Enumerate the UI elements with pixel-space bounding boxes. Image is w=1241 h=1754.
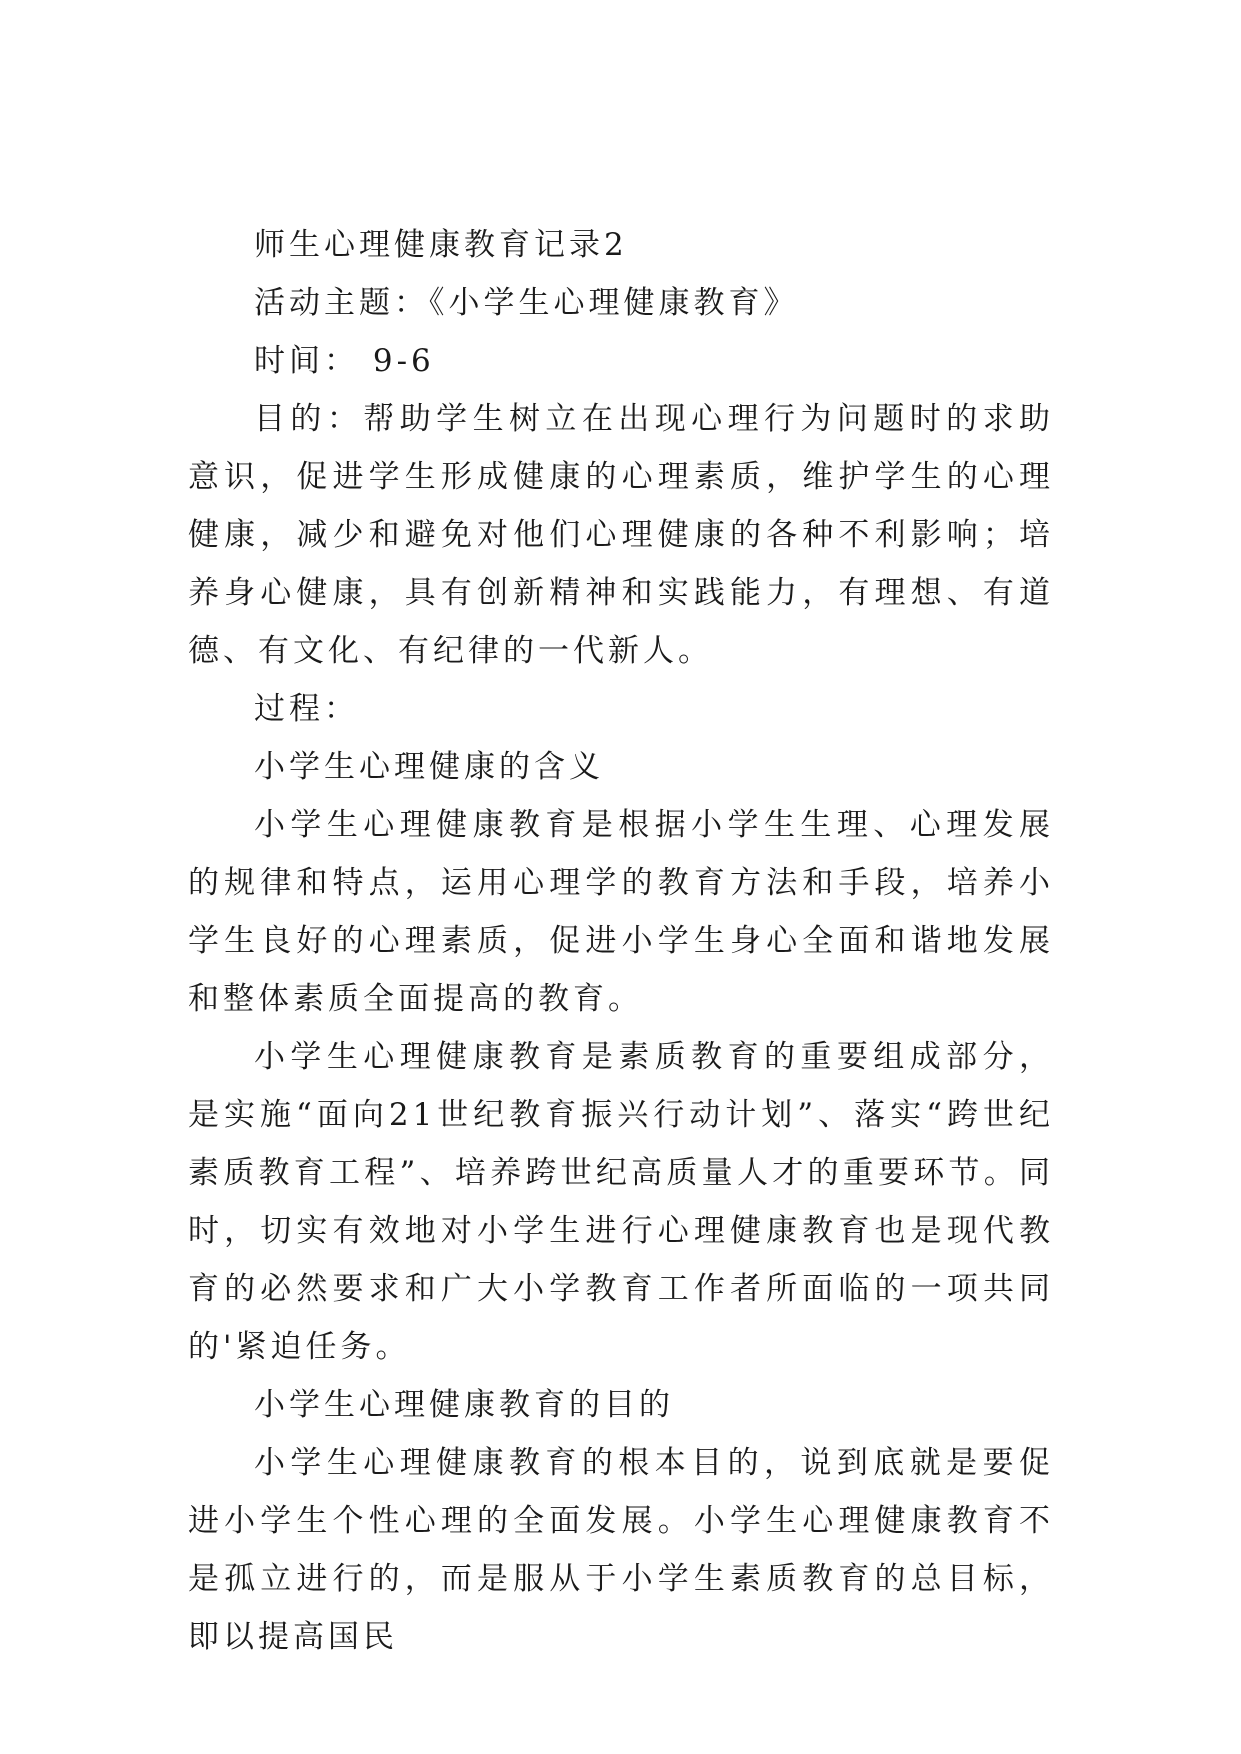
importance-paragraph: 小学生心理健康教育是素质教育的重要组成部分，是实施“面向21世纪教育振兴行动计划”、落实“跨世纪素质教育工程”、培养跨世纪高质量人才的重要环节。同时，切实有效地对小学生进行心理健康教育也是现代教育的必然要求和广大小学教育工作者所面临的一项共同的'紧迫任务。 [188,1039,1054,1365]
section-heading-goal: 小学生心理健康教育的目的 [254,1387,674,1423]
process-heading: 过程： [254,691,359,727]
activity-time: 时间： 9-6 [254,343,435,379]
purpose-paragraph: 目的：帮助学生树立在出现心理行为问题时的求助意识，促进学生形成健康的心理素质，维护学生的心理健康，减少和避免对他们心理健康的各种不利影响；培养身心健康，具有创新精神和实践能力，有理想、有道德、有文化、有纪律的一代新人。 [188,401,1054,669]
document-body [188,216,1054,1666]
activity-theme: 活动主题：《小学生心理健康教育》 [254,285,799,321]
record-title: 师生心理健康教育记录2 [254,227,628,263]
meaning-paragraph: 小学生心理健康教育是根据小学生生理、心理发展的规律和特点，运用心理学的教育方法和手段，培养小学生良好的心理素质，促进小学生身心全面和谐地发展和整体素质全面提高的教育。 [188,807,1054,1017]
section-heading-meaning: 小学生心理健康的含义 [254,749,604,785]
goal-paragraph: 小学生心理健康教育的根本目的，说到底就是要促进小学生个性心理的全面发展。小学生心理健康教育不是孤立进行的，而是服从于小学生素质教育的总目标，即以提高国民 [188,1445,1054,1655]
